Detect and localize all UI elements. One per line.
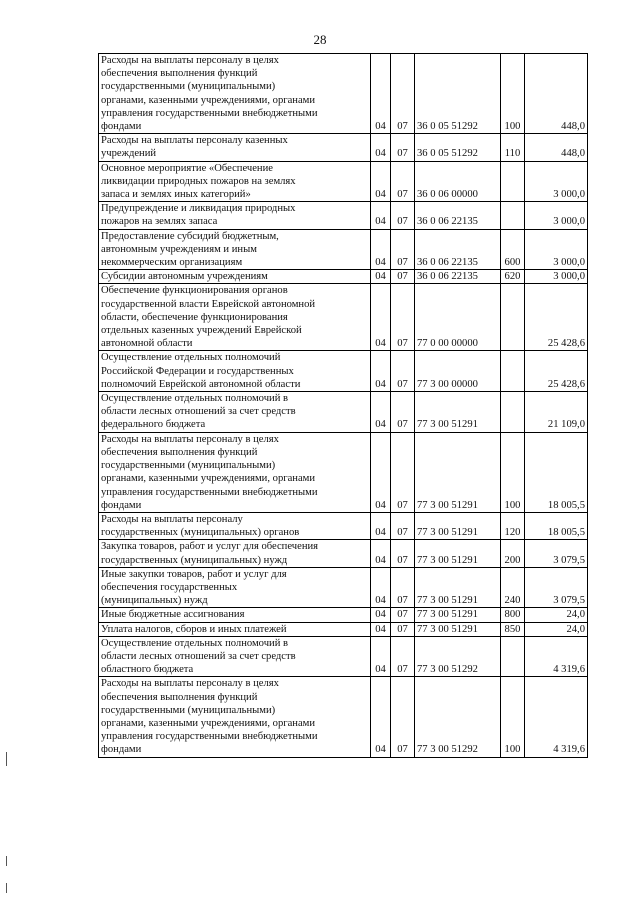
row-name-line: фондами — [101, 121, 142, 133]
subsection-code: 07 — [391, 351, 415, 392]
section-code: 04 — [371, 351, 391, 392]
subsection-code: 07 — [391, 512, 415, 539]
target-article-code: 77 3 00 51291 — [415, 432, 501, 512]
target-article-code: 77 3 00 51291 — [415, 540, 501, 567]
subsection-code: 07 — [391, 202, 415, 229]
row-name-line: управления государственными внебюджетными — [101, 486, 318, 498]
section-code: 04 — [371, 54, 391, 134]
row-name-line: Закупка товаров, работ и услуг для обеспечения — [101, 541, 319, 553]
amount: 3 000,0 — [525, 202, 588, 229]
row-name-line: ликвидации природных пожаров на землях — [101, 175, 296, 187]
table-row — [99, 134, 588, 161]
table-row — [99, 677, 588, 757]
section-code: 04 — [371, 677, 391, 757]
expense-type-code: 120 — [501, 512, 525, 539]
row-name-line: обеспечения выполнения функций — [101, 446, 258, 458]
amount: 18 005,5 — [525, 432, 588, 512]
amount: 4 319,6 — [525, 677, 588, 757]
row-name-line: Расходы на выплаты персоналу в целях — [101, 433, 279, 445]
row-name-line: федерального бюджета — [101, 419, 206, 431]
expense-type-code — [501, 284, 525, 351]
row-name — [99, 284, 371, 351]
amount: 21 109,0 — [525, 392, 588, 433]
row-name — [99, 608, 371, 622]
row-name — [99, 512, 371, 539]
subsection-code: 07 — [391, 270, 415, 284]
table-row — [99, 512, 588, 539]
row-name-line: областного бюджета — [101, 664, 194, 676]
row-name-line: Осуществление отдельных полномочий в — [101, 637, 289, 649]
row-name — [99, 270, 371, 284]
section-code: 04 — [371, 512, 391, 539]
row-name-line: Предупреждение и ликвидация природных — [101, 203, 296, 215]
table-row — [99, 351, 588, 392]
row-name-line: Расходы на выплаты персоналу казенных — [101, 135, 288, 147]
row-name-line: области лесных отношений за счет средств — [101, 650, 296, 662]
row-name-line: государственными (муниципальными) — [101, 704, 276, 716]
row-name-line: управления государственными внебюджетными — [101, 731, 318, 743]
target-article-code: 36 0 06 00000 — [415, 161, 501, 202]
row-name-line: фондами — [101, 744, 142, 756]
target-article-code: 77 3 00 00000 — [415, 351, 501, 392]
subsection-code: 07 — [391, 134, 415, 161]
expense-type-code: 800 — [501, 608, 525, 622]
row-name — [99, 392, 371, 433]
table-row — [99, 270, 588, 284]
expense-type-code: 100 — [501, 677, 525, 757]
table-row — [99, 432, 588, 512]
section-code: 04 — [371, 636, 391, 677]
subsection-code: 07 — [391, 284, 415, 351]
table-row — [99, 284, 588, 351]
row-name-line: пожаров на землях запаса — [101, 216, 218, 228]
section-code: 04 — [371, 432, 391, 512]
expense-type-code — [501, 351, 525, 392]
expense-type-code — [501, 161, 525, 202]
section-code: 04 — [371, 540, 391, 567]
row-name — [99, 636, 371, 677]
row-name-line: государственными (муниципальными) — [101, 81, 276, 93]
row-name-line: Иные бюджетные ассигнования — [101, 609, 245, 621]
row-name — [99, 677, 371, 757]
row-name-line: Обеспечение функционирования органов — [101, 285, 288, 297]
row-name-line: Российской Федерации и государственных — [101, 365, 294, 377]
row-name — [99, 202, 371, 229]
table-row — [99, 567, 588, 608]
section-code: 04 — [371, 202, 391, 229]
row-name-line: государственных (муниципальных) нужд — [101, 554, 288, 566]
row-name-line: государственными (муниципальными) — [101, 460, 276, 472]
expense-type-code — [501, 202, 525, 229]
row-name-line: Осуществление отдельных полномочий — [101, 352, 281, 364]
table-row — [99, 229, 588, 270]
row-name-line: органами, казенными учреждениями, органами — [101, 717, 316, 729]
target-article-code: 77 3 00 51291 — [415, 392, 501, 433]
target-article-code: 77 3 00 51291 — [415, 512, 501, 539]
table-row — [99, 540, 588, 567]
row-name — [99, 540, 371, 567]
subsection-code: 07 — [391, 54, 415, 134]
scan-artifact — [6, 883, 7, 893]
section-code: 04 — [371, 134, 391, 161]
subsection-code: 07 — [391, 392, 415, 433]
amount: 24,0 — [525, 608, 588, 622]
amount: 18 005,5 — [525, 512, 588, 539]
row-name-line: Уплата налогов, сборов и иных платежей — [101, 623, 287, 635]
expense-type-code: 600 — [501, 229, 525, 270]
row-name-line: области лесных отношений за счет средств — [101, 406, 296, 418]
row-name-line: управления государственными внебюджетными — [101, 107, 318, 119]
table-row — [99, 54, 588, 134]
section-code: 04 — [371, 608, 391, 622]
table-row — [99, 636, 588, 677]
expense-type-code: 620 — [501, 270, 525, 284]
expense-type-code — [501, 392, 525, 433]
scan-artifact — [6, 856, 7, 866]
target-article-code: 77 3 00 51292 — [415, 677, 501, 757]
subsection-code: 07 — [391, 677, 415, 757]
row-name — [99, 54, 371, 134]
row-name-line: полномочий Еврейской автономной области — [101, 378, 301, 390]
target-article-code: 36 0 06 22135 — [415, 270, 501, 284]
amount: 3 000,0 — [525, 229, 588, 270]
section-code: 04 — [371, 392, 391, 433]
row-name-line: запаса и землях иных категорий» — [101, 189, 251, 201]
section-code: 04 — [371, 229, 391, 270]
row-name-line: некоммерческим организациям — [101, 257, 243, 269]
row-name — [99, 432, 371, 512]
row-name-line: области, обеспечение функционирования — [101, 311, 288, 323]
row-name-line: Осуществление отдельных полномочий в — [101, 393, 289, 405]
expense-type-code: 200 — [501, 540, 525, 567]
table-row — [99, 622, 588, 636]
row-name-line: (муниципальных) нужд — [101, 595, 208, 607]
budget-table — [98, 53, 588, 758]
expense-type-code: 110 — [501, 134, 525, 161]
row-name-line: обеспечения выполнения функций — [101, 691, 258, 703]
target-article-code: 77 3 00 51291 — [415, 567, 501, 608]
target-article-code: 36 0 06 22135 — [415, 202, 501, 229]
row-name — [99, 622, 371, 636]
amount: 448,0 — [525, 134, 588, 161]
subsection-code: 07 — [391, 540, 415, 567]
row-name-line: органами, казенными учреждениями, органами — [101, 473, 316, 485]
section-code: 04 — [371, 161, 391, 202]
row-name-line: Субсидии автономным учреждениям — [101, 271, 268, 283]
row-name — [99, 161, 371, 202]
subsection-code: 07 — [391, 608, 415, 622]
target-article-code: 77 3 00 51292 — [415, 636, 501, 677]
target-article-code: 77 3 00 51291 — [415, 622, 501, 636]
amount: 3 079,5 — [525, 567, 588, 608]
expense-type-code: 100 — [501, 432, 525, 512]
row-name-line: государственных (муниципальных) органов — [101, 527, 300, 539]
table-row — [99, 202, 588, 229]
section-code: 04 — [371, 284, 391, 351]
row-name-line: отдельных казенных учреждений Еврейской — [101, 325, 302, 337]
row-name-line: автономной области — [101, 338, 193, 350]
target-article-code: 36 0 05 51292 — [415, 54, 501, 134]
amount: 4 319,6 — [525, 636, 588, 677]
row-name-line: автономным учреждениям и иным — [101, 243, 257, 255]
amount: 24,0 — [525, 622, 588, 636]
row-name-line: Основное мероприятие «Обеспечение — [101, 162, 273, 174]
scan-artifact — [6, 752, 7, 766]
target-article-code: 36 0 05 51292 — [415, 134, 501, 161]
table-row — [99, 392, 588, 433]
row-name-line: учреждений — [101, 148, 157, 160]
expense-type-code: 100 — [501, 54, 525, 134]
amount: 448,0 — [525, 54, 588, 134]
row-name-line: Предоставление субсидий бюджетным, — [101, 230, 279, 242]
expense-type-code: 850 — [501, 622, 525, 636]
target-article-code: 77 0 00 00000 — [415, 284, 501, 351]
row-name-line: обеспечения выполнения функций — [101, 68, 258, 80]
row-name-line: Расходы на выплаты персоналу в целях — [101, 55, 279, 66]
subsection-code: 07 — [391, 161, 415, 202]
row-name-line: государственной власти Еврейской автономной — [101, 298, 316, 310]
subsection-code: 07 — [391, 432, 415, 512]
row-name-line: фондами — [101, 499, 142, 511]
subsection-code: 07 — [391, 622, 415, 636]
amount: 25 428,6 — [525, 351, 588, 392]
row-name-line: Иные закупки товаров, работ и услуг для — [101, 568, 287, 580]
row-name — [99, 351, 371, 392]
expense-type-code — [501, 636, 525, 677]
section-code: 04 — [371, 567, 391, 608]
section-code: 04 — [371, 622, 391, 636]
target-article-code: 77 3 00 51291 — [415, 608, 501, 622]
subsection-code: 07 — [391, 636, 415, 677]
budget-table-body — [99, 54, 588, 758]
expense-type-code: 240 — [501, 567, 525, 608]
row-name-line: Расходы на выплаты персоналу в целях — [101, 678, 279, 690]
amount: 3 000,0 — [525, 270, 588, 284]
subsection-code: 07 — [391, 567, 415, 608]
row-name-line: обеспечения государственных — [101, 581, 238, 593]
amount: 3 000,0 — [525, 161, 588, 202]
target-article-code: 36 0 06 22135 — [415, 229, 501, 270]
amount: 25 428,6 — [525, 284, 588, 351]
section-code: 04 — [371, 270, 391, 284]
page-number: 28 — [313, 32, 327, 47]
row-name-line: Расходы на выплаты персоналу — [101, 513, 243, 525]
table-row — [99, 161, 588, 202]
row-name — [99, 567, 371, 608]
table-row — [99, 608, 588, 622]
row-name-line: органами, казенными учреждениями, органами — [101, 94, 316, 106]
amount: 3 079,5 — [525, 540, 588, 567]
row-name — [99, 134, 371, 161]
row-name — [99, 229, 371, 270]
subsection-code: 07 — [391, 229, 415, 270]
